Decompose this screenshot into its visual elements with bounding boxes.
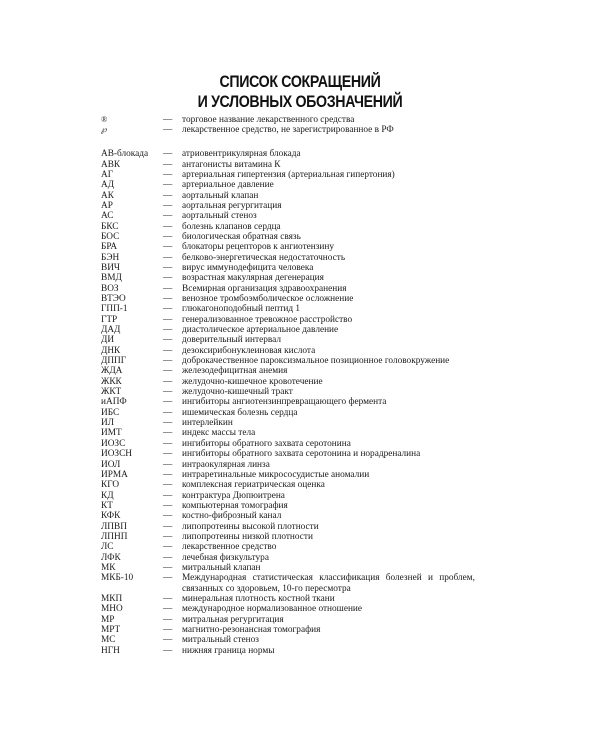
dash-separator: — xyxy=(163,273,173,284)
title-line-1: СПИСОК СОКРАЩЕНИЙ xyxy=(219,73,381,91)
list-item xyxy=(101,294,501,304)
abbreviation-description: доверительный интервал xyxy=(182,335,281,346)
list-item xyxy=(101,563,501,573)
abbreviation-description: ингибиторы обратного захвата серотонина xyxy=(182,438,351,449)
abbreviation: МРТ xyxy=(101,625,121,635)
dash-separator: — xyxy=(163,149,173,160)
abbreviation-description: аортальный клапан xyxy=(182,190,259,201)
abbreviation-description: ишемическая болезнь сердца xyxy=(182,407,298,418)
dash-separator: — xyxy=(163,428,173,439)
list-item xyxy=(101,635,501,645)
abbreviation-description: артериальное давление xyxy=(182,180,274,191)
abbreviation: АД xyxy=(101,180,115,191)
abbreviation: ИОЗСН xyxy=(101,449,133,460)
dash-separator: — xyxy=(163,211,173,222)
abbreviation: ИРМА xyxy=(101,469,128,480)
abbreviation-description: артериальная гипертензия (артериальная гипертония) xyxy=(182,169,395,180)
abbreviation: ЖКК xyxy=(101,376,122,387)
abbreviation-description: магнитно-резонансная томография xyxy=(182,625,321,635)
abbreviation-description: болезнь клапанов сердца xyxy=(182,221,281,232)
list-item xyxy=(101,460,501,470)
list-item xyxy=(101,625,501,635)
abbreviation: АК xyxy=(101,190,114,201)
list-item xyxy=(101,346,501,356)
abbreviation: МКБ-10 xyxy=(101,573,134,584)
abbreviation-description: белково-энергетическая недостаточность xyxy=(182,252,346,263)
list-item xyxy=(101,253,501,263)
abbreviation: АР xyxy=(101,200,113,211)
abbreviation-description: железодефицитная анемия xyxy=(182,366,288,377)
list-item xyxy=(101,315,501,325)
abbreviation-description: митральный стеноз xyxy=(182,635,259,646)
list-item xyxy=(101,149,501,159)
list-item xyxy=(101,491,501,501)
abbreviation: БОС xyxy=(101,231,120,242)
abbreviation-description: лечебная физкультура xyxy=(182,552,269,563)
abbreviation: НГН xyxy=(101,645,120,656)
abbreviation: ЛПВП xyxy=(101,521,127,532)
abbreviation-description: лекарственное средство xyxy=(182,542,277,553)
dash-separator: — xyxy=(163,169,173,180)
abbreviation: АС xyxy=(101,211,114,222)
abbreviation: ЛПНП xyxy=(101,531,128,542)
abbreviation-description: компьютерная томография xyxy=(182,500,288,511)
abbreviation: КГО xyxy=(101,480,120,491)
list-item xyxy=(101,511,501,521)
dash-separator: — xyxy=(163,115,173,125)
list-item xyxy=(101,573,501,594)
abbreviation: МК xyxy=(101,562,116,573)
abbreviation: МР xyxy=(101,614,115,625)
abbreviation: ℘ xyxy=(101,125,107,135)
dash-separator: — xyxy=(163,242,173,253)
dash-separator: — xyxy=(163,335,173,346)
abbreviation: ВОЗ xyxy=(101,283,119,294)
abbreviation-description: желудочно-кишечное кровотечение xyxy=(182,376,323,387)
list-item xyxy=(101,604,501,614)
dash-separator: — xyxy=(163,252,173,263)
list-item xyxy=(101,356,501,366)
dash-separator: — xyxy=(163,511,173,522)
dash-separator: — xyxy=(163,521,173,532)
abbreviation-description: ингибиторы ангиотензинпревращающего фермента xyxy=(182,397,387,408)
list-item xyxy=(101,232,501,242)
list-item xyxy=(101,522,501,532)
dash-separator: — xyxy=(163,500,173,511)
abbreviation-description: костно-фиброзный канал xyxy=(182,511,282,522)
abbreviation: АВК xyxy=(101,159,121,170)
list-item xyxy=(101,542,501,552)
list-item xyxy=(101,201,501,211)
abbreviation: ВМД xyxy=(101,273,122,284)
abbreviation: БЭН xyxy=(101,252,120,263)
abbreviation: МКП xyxy=(101,593,123,604)
abbreviation-description: митральный клапан xyxy=(182,562,261,573)
dash-separator: — xyxy=(163,325,173,336)
abbreviation-description: интраокулярная линза xyxy=(182,459,270,470)
list-item xyxy=(101,335,501,345)
abbreviation: АВ-блокада xyxy=(101,149,149,160)
list-item xyxy=(101,615,501,625)
abbreviation-description: контрактура Дюпюитрена xyxy=(182,490,285,501)
dash-separator: — xyxy=(163,180,173,191)
abbreviation-description: аортальный стеноз xyxy=(182,211,257,222)
abbreviation-description: антагонисты витамина К xyxy=(182,159,281,170)
abbreviation-description: интерлейкин xyxy=(182,418,233,429)
abbreviation: ВТЭО xyxy=(101,294,126,304)
abbreviation-description: лекарственное средство, не зарегистрированное в РФ xyxy=(182,125,394,136)
dash-separator: — xyxy=(163,480,173,491)
abbreviation: ИЛ xyxy=(101,418,115,429)
dash-separator: — xyxy=(163,387,173,398)
abbreviation: ГТР xyxy=(101,314,118,325)
list-item xyxy=(101,480,501,490)
dash-separator: — xyxy=(163,438,173,449)
dash-separator: — xyxy=(163,125,173,136)
list-item xyxy=(101,397,501,407)
abbreviation-description: нижняя граница нормы xyxy=(182,645,275,656)
dash-separator: — xyxy=(163,531,173,542)
abbreviation-description: торговое название лекарственного средства xyxy=(182,115,355,125)
list-item xyxy=(101,160,501,170)
abbreviation-description: комплексная гериатрическая оценка xyxy=(182,480,325,491)
abbreviation-description: венозное тромбоэмболическое осложнение xyxy=(182,294,354,304)
dash-separator: — xyxy=(163,645,173,656)
abbreviation-description: атриовентрикулярная блокада xyxy=(182,149,301,160)
abbreviation-description: интраретинальные микрососудистые аномалии xyxy=(182,469,370,480)
dash-separator: — xyxy=(163,221,173,232)
list-item xyxy=(101,418,501,428)
dash-separator: — xyxy=(163,231,173,242)
dash-separator: — xyxy=(163,552,173,563)
list-item xyxy=(101,273,501,283)
abbreviation: ЖКТ xyxy=(101,387,122,398)
list-item xyxy=(101,125,501,135)
list-item xyxy=(101,304,501,314)
list-item xyxy=(101,263,501,273)
abbreviation: ДНК xyxy=(101,345,121,356)
abbreviation-description: генерализованное тревожное расстройство xyxy=(182,314,353,325)
list-item xyxy=(101,115,501,125)
abbreviation-description: диастолическое артериальное давление xyxy=(182,325,339,336)
dash-separator: — xyxy=(163,418,173,429)
abbreviation: ВИЧ xyxy=(101,262,120,273)
abbreviation-description: минеральная плотность костной ткани xyxy=(182,593,335,604)
list-item xyxy=(101,325,501,335)
dash-separator: — xyxy=(163,562,173,573)
dash-separator: — xyxy=(163,294,173,304)
abbreviation-description: вирус иммунодефицита человека xyxy=(182,262,314,273)
list-item xyxy=(101,180,501,190)
abbreviation: КТ xyxy=(101,500,113,511)
dash-separator: — xyxy=(163,593,173,604)
abbreviation-description: желудочно-кишечный тракт xyxy=(182,387,293,398)
dash-separator: — xyxy=(163,449,173,460)
abbreviation: ЖДА xyxy=(101,366,123,377)
list-item xyxy=(101,408,501,418)
dash-separator: — xyxy=(163,345,173,356)
abbreviation-description: глюкагоноподобный пептид 1 xyxy=(182,304,301,315)
dash-separator: — xyxy=(163,397,173,408)
dash-separator: — xyxy=(163,376,173,387)
abbreviation-description: ингибиторы обратного захвата серотонина и норадреналина xyxy=(182,449,421,460)
abbreviation-description: дезоксирибонуклеиновая кислота xyxy=(182,345,316,356)
dash-separator: — xyxy=(163,604,173,615)
dash-separator: — xyxy=(163,459,173,470)
abbreviation: АГ xyxy=(101,169,114,180)
dash-separator: — xyxy=(163,490,173,501)
abbreviation-description: доброкачественное пароксизмальное позиционное головокружение xyxy=(182,356,450,367)
dash-separator: — xyxy=(163,200,173,211)
abbreviation: ДАД xyxy=(101,325,121,336)
abbreviation-description: Международная статистическая классификация болезней и проблем, связанных со здоровьем, 10-го пересмотра xyxy=(182,573,475,594)
abbreviation-description: биологическая обратная связь xyxy=(182,231,301,242)
abbreviation: МНО xyxy=(101,604,123,615)
list-item xyxy=(101,553,501,563)
list-item xyxy=(101,532,501,542)
abbreviation: ГПП-1 xyxy=(101,304,128,315)
dash-separator: — xyxy=(163,614,173,625)
list-item xyxy=(101,366,501,376)
dash-separator: — xyxy=(163,542,173,553)
page-title xyxy=(42,72,558,112)
abbreviation: ДИ xyxy=(101,335,115,346)
abbreviation: ИМТ xyxy=(101,428,122,439)
abbreviation-description: блокаторы рецепторов к ангиотензину xyxy=(182,242,335,253)
dash-separator: — xyxy=(163,304,173,315)
abbreviation: ЛФК xyxy=(101,552,121,563)
dash-separator: — xyxy=(163,573,173,584)
abbreviation: КФК xyxy=(101,511,121,522)
list-item xyxy=(101,449,501,459)
title-line-2: И УСЛОВНЫХ ОБОЗНАЧЕНИЙ xyxy=(197,93,403,111)
abbreviation: ДППГ xyxy=(101,356,127,367)
dash-separator: — xyxy=(163,469,173,480)
abbreviation: БКС xyxy=(101,221,119,232)
abbreviation: КД xyxy=(101,490,114,501)
abbreviation: ИБС xyxy=(101,407,120,418)
list-item xyxy=(101,387,501,397)
list-item xyxy=(101,170,501,180)
dash-separator: — xyxy=(163,314,173,325)
list-item xyxy=(101,646,501,656)
abbreviation-description: липопротеины низкой плотности xyxy=(182,531,313,542)
abbreviation: ИОЛ xyxy=(101,459,121,470)
dash-separator: — xyxy=(163,366,173,377)
abbreviation-description: митральная регургитация xyxy=(182,614,284,625)
list-item xyxy=(101,470,501,480)
list-item xyxy=(101,242,501,252)
list-item xyxy=(101,377,501,387)
list-item xyxy=(101,594,501,604)
dash-separator: — xyxy=(163,407,173,418)
dash-separator: — xyxy=(163,283,173,294)
list-item xyxy=(101,191,501,201)
abbreviation: иАПФ xyxy=(101,397,127,408)
abbreviation-description: липопротеины высокой плотности xyxy=(182,521,319,532)
abbreviation: МС xyxy=(101,635,116,646)
abbreviation-description: международное нормализованное отношение xyxy=(182,604,363,615)
abbreviation-description: аортальная регургитация xyxy=(182,200,282,211)
abbreviation-description: индекс массы тела xyxy=(182,428,256,439)
list-item xyxy=(101,284,501,294)
dash-separator: — xyxy=(163,356,173,367)
list-item xyxy=(101,222,501,232)
dash-separator: — xyxy=(163,635,173,646)
dash-separator: — xyxy=(163,262,173,273)
abbreviation: ® xyxy=(101,115,108,124)
abbreviation: ЛС xyxy=(101,542,114,553)
list-item xyxy=(101,428,501,438)
dash-separator: — xyxy=(163,625,173,635)
abbreviation-description: возрастная макулярная дегенерация xyxy=(182,273,324,284)
abbreviation-list xyxy=(101,115,501,656)
dash-separator: — xyxy=(163,190,173,201)
abbreviation: БРА xyxy=(101,242,118,253)
list-item xyxy=(101,501,501,511)
abbreviation-description: Всемирная организация здравоохранения xyxy=(182,283,347,294)
list-item xyxy=(101,439,501,449)
abbreviation: ИОЗС xyxy=(101,438,126,449)
dash-separator: — xyxy=(163,159,173,170)
list-item xyxy=(101,211,501,221)
